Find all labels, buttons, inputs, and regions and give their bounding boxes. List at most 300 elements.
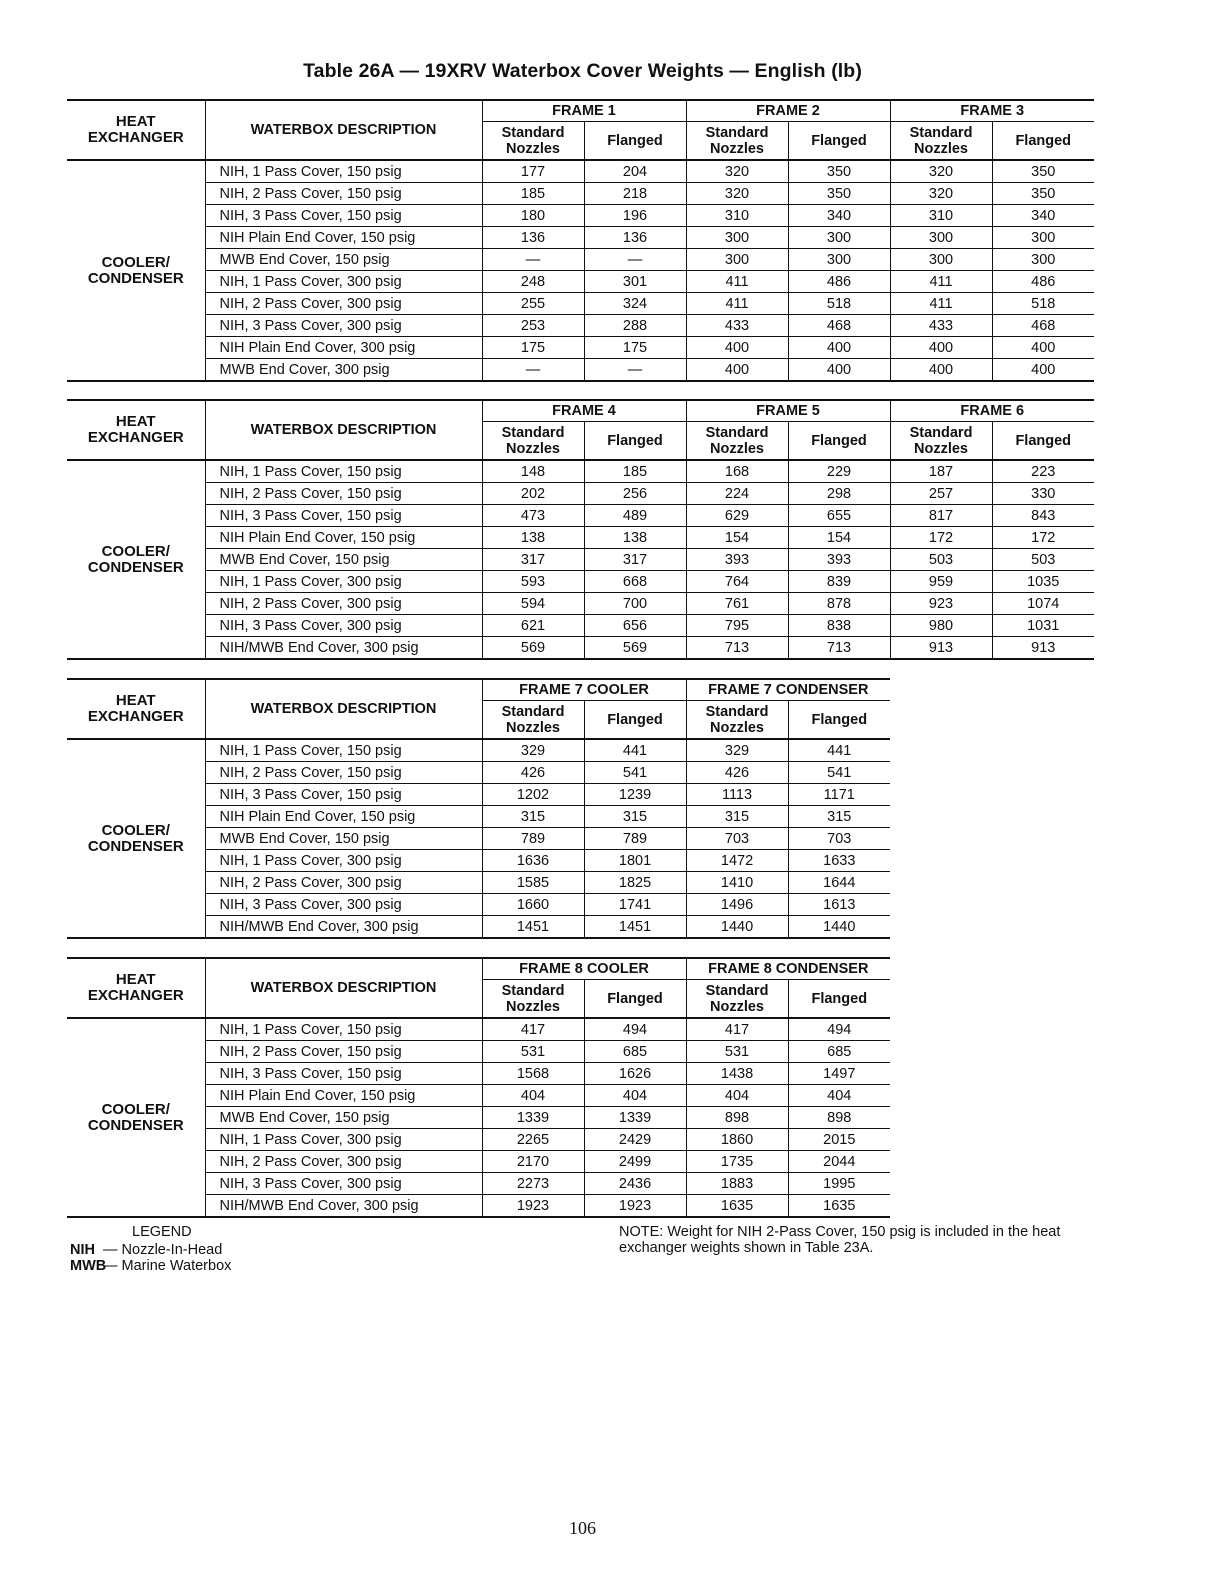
weight-value: 300 — [788, 249, 890, 271]
waterbox-description: NIH, 2 Pass Cover, 300 psig — [205, 872, 482, 894]
weight-value: 288 — [584, 315, 686, 337]
legend-definition: — Nozzle-In-Head — [103, 1242, 223, 1258]
weight-value: 503 — [992, 549, 1094, 571]
weight-value: 315 — [788, 806, 890, 828]
weight-value: 411 — [686, 271, 788, 293]
table-row — [67, 739, 890, 762]
weight-value: 1497 — [788, 1063, 890, 1085]
waterbox-description: NIH, 1 Pass Cover, 300 psig — [205, 271, 482, 293]
weight-value: 426 — [686, 762, 788, 784]
heat-exchanger-cell: COOLER/ CONDENSER — [87, 542, 184, 576]
weight-value: 350 — [992, 160, 1094, 183]
weight-value: 1171 — [788, 784, 890, 806]
waterbox-description: NIH, 3 Pass Cover, 300 psig — [205, 615, 482, 637]
weight-value: 202 — [482, 483, 584, 505]
table-row — [67, 315, 1094, 337]
weight-value: 703 — [788, 828, 890, 850]
weight-value: 764 — [686, 571, 788, 593]
weight-value: 248 — [482, 271, 584, 293]
flanged-header: Flanged — [584, 422, 686, 461]
weights-table — [67, 399, 1094, 660]
weight-value: 393 — [788, 549, 890, 571]
table-title: Table 26A — 19XRV Waterbox Cover Weights — English (lb) — [303, 60, 862, 82]
frame-header: FRAME 7 CONDENSER — [686, 679, 890, 701]
weight-value: 340 — [788, 205, 890, 227]
weight-value: 489 — [584, 505, 686, 527]
waterbox-description: NIH, 1 Pass Cover, 300 psig — [205, 571, 482, 593]
weight-value: 468 — [788, 315, 890, 337]
weight-value: 898 — [788, 1107, 890, 1129]
weight-value: 1438 — [686, 1063, 788, 1085]
weight-value: 300 — [992, 227, 1094, 249]
weight-value: 494 — [584, 1018, 686, 1041]
waterbox-description: NIH Plain End Cover, 150 psig — [205, 527, 482, 549]
flanged-header: Flanged — [992, 122, 1094, 161]
waterbox-description: NIH, 2 Pass Cover, 300 psig — [205, 1151, 482, 1173]
standard-nozzles-header: Standard Nozzles — [482, 980, 584, 1019]
waterbox-description: NIH, 2 Pass Cover, 300 psig — [205, 293, 482, 315]
weight-value: 417 — [482, 1018, 584, 1041]
table-row — [67, 205, 1094, 227]
weight-value: — — [584, 249, 686, 271]
weight-value: 404 — [788, 1085, 890, 1107]
waterbox-description: NIH, 3 Pass Cover, 300 psig — [205, 1173, 482, 1195]
weight-value: 878 — [788, 593, 890, 615]
weight-value: 518 — [992, 293, 1094, 315]
table-row — [67, 1018, 890, 1041]
weight-value: 473 — [482, 505, 584, 527]
standard-nozzles-header: Standard Nozzles — [482, 422, 584, 461]
weight-value: 569 — [584, 637, 686, 660]
weight-value: 1825 — [584, 872, 686, 894]
weight-value: 180 — [482, 205, 584, 227]
waterbox-description: NIH, 3 Pass Cover, 300 psig — [205, 894, 482, 916]
waterbox-description: MWB End Cover, 150 psig — [205, 249, 482, 271]
table-row — [67, 337, 1094, 359]
weight-value: 441 — [584, 739, 686, 762]
table-row — [67, 227, 1094, 249]
weight-value: 154 — [788, 527, 890, 549]
weight-value: 204 — [584, 160, 686, 183]
weight-value: 253 — [482, 315, 584, 337]
weight-value: 317 — [584, 549, 686, 571]
weight-value: 486 — [992, 271, 1094, 293]
frame-header: FRAME 4 — [482, 400, 686, 422]
weight-value: 404 — [686, 1085, 788, 1107]
weight-value: 1801 — [584, 850, 686, 872]
flanged-header: Flanged — [584, 980, 686, 1019]
standard-nozzles-header: Standard Nozzles — [686, 701, 788, 740]
weight-value: 223 — [992, 460, 1094, 483]
weight-value: 1860 — [686, 1129, 788, 1151]
frame-header: FRAME 2 — [686, 100, 890, 122]
weight-value: 1339 — [482, 1107, 584, 1129]
weight-value: 898 — [686, 1107, 788, 1129]
flanged-header: Flanged — [992, 422, 1094, 461]
weight-value: 256 — [584, 483, 686, 505]
waterbox-description: NIH, 2 Pass Cover, 150 psig — [205, 183, 482, 205]
heat-exchanger-cell: COOLER/ CONDENSER — [87, 821, 184, 855]
weight-value: 400 — [992, 337, 1094, 359]
legend-item-mwb — [70, 1258, 231, 1274]
table-note: NOTE: Weight for NIH 2-Pass Cover, 150 psig is included in the heat exchanger weights shown in Table 23A. — [619, 1224, 1061, 1256]
weight-value: 2436 — [584, 1173, 686, 1195]
weight-value: 838 — [788, 615, 890, 637]
frame-header: FRAME 6 — [890, 400, 1094, 422]
weight-value: 2265 — [482, 1129, 584, 1151]
waterbox-description-header: WATERBOX DESCRIPTION — [205, 400, 482, 460]
weight-value: 300 — [686, 249, 788, 271]
weight-value: 350 — [788, 160, 890, 183]
weight-value: 913 — [890, 637, 992, 660]
weight-value: 329 — [482, 739, 584, 762]
table-row — [67, 527, 1094, 549]
waterbox-description: NIH, 3 Pass Cover, 150 psig — [205, 205, 482, 227]
weight-value: 959 — [890, 571, 992, 593]
weight-value: 317 — [482, 549, 584, 571]
weight-value: 441 — [788, 739, 890, 762]
weight-value: 1741 — [584, 894, 686, 916]
standard-nozzles-header: Standard Nozzles — [686, 980, 788, 1019]
weight-value: 324 — [584, 293, 686, 315]
weight-value: 433 — [890, 315, 992, 337]
waterbox-description: NIH Plain End Cover, 150 psig — [205, 227, 482, 249]
weight-value: 468 — [992, 315, 1094, 337]
legend-abbr: NIH — [70, 1242, 95, 1258]
heat-exchanger-header: HEAT EXCHANGER — [87, 413, 184, 446]
weight-value: 1923 — [482, 1195, 584, 1218]
weight-value: 417 — [686, 1018, 788, 1041]
weight-value: 175 — [584, 337, 686, 359]
weight-value: 300 — [686, 227, 788, 249]
waterbox-description: MWB End Cover, 150 psig — [205, 828, 482, 850]
weight-value: 426 — [482, 762, 584, 784]
table-row — [67, 359, 1094, 382]
weight-value: 175 — [482, 337, 584, 359]
heat-exchanger-cell: COOLER/ CONDENSER — [87, 253, 184, 287]
weight-value: 320 — [686, 160, 788, 183]
weight-value: 320 — [686, 183, 788, 205]
weight-value: 629 — [686, 505, 788, 527]
weight-value: 1410 — [686, 872, 788, 894]
table-row — [67, 249, 1094, 271]
weight-value: 817 — [890, 505, 992, 527]
weight-value: 1472 — [686, 850, 788, 872]
weight-value: 1883 — [686, 1173, 788, 1195]
weight-value: 703 — [686, 828, 788, 850]
weight-value: 1568 — [482, 1063, 584, 1085]
table-row — [67, 549, 1094, 571]
weight-value: 1031 — [992, 615, 1094, 637]
weight-value: 400 — [788, 359, 890, 382]
waterbox-description: NIH, 3 Pass Cover, 150 psig — [205, 1063, 482, 1085]
weight-value: 531 — [482, 1041, 584, 1063]
weight-value: 196 — [584, 205, 686, 227]
weight-value: 168 — [686, 460, 788, 483]
legend-abbr: MWB — [70, 1258, 107, 1274]
waterbox-description: NIH/MWB End Cover, 300 psig — [205, 637, 482, 660]
frame-header: FRAME 5 — [686, 400, 890, 422]
weight-value: 154 — [686, 527, 788, 549]
weight-value: 655 — [788, 505, 890, 527]
weight-value: 2044 — [788, 1151, 890, 1173]
standard-nozzles-header: Standard Nozzles — [890, 122, 992, 161]
weight-value: 541 — [788, 762, 890, 784]
standard-nozzles-header: Standard Nozzles — [686, 122, 788, 161]
waterbox-description: NIH, 3 Pass Cover, 300 psig — [205, 315, 482, 337]
heat-exchanger-header: HEAT EXCHANGER — [87, 971, 184, 1004]
weight-value: 923 — [890, 593, 992, 615]
weight-value: 1923 — [584, 1195, 686, 1218]
weight-value: 393 — [686, 549, 788, 571]
weight-value: 218 — [584, 183, 686, 205]
waterbox-description: MWB End Cover, 150 psig — [205, 549, 482, 571]
weight-value: 2015 — [788, 1129, 890, 1151]
weight-value: 1440 — [686, 916, 788, 939]
weight-value: 503 — [890, 549, 992, 571]
weight-value: 350 — [788, 183, 890, 205]
weight-value: 300 — [890, 227, 992, 249]
weight-value: 1635 — [686, 1195, 788, 1218]
flanged-header: Flanged — [788, 422, 890, 461]
legend-title: LEGEND — [132, 1224, 192, 1240]
heat-exchanger-cell: COOLER/ CONDENSER — [87, 1100, 184, 1134]
weight-value: 400 — [890, 359, 992, 382]
flanged-header: Flanged — [584, 701, 686, 740]
waterbox-description: NIH, 2 Pass Cover, 150 psig — [205, 1041, 482, 1063]
weight-value: 330 — [992, 483, 1094, 505]
waterbox-description: MWB End Cover, 150 psig — [205, 1107, 482, 1129]
weight-value: 531 — [686, 1041, 788, 1063]
weight-value: 1451 — [482, 916, 584, 939]
weight-value: 913 — [992, 637, 1094, 660]
table-row — [67, 615, 1094, 637]
frame-header: FRAME 8 CONDENSER — [686, 958, 890, 980]
legend-definition: — Marine Waterbox — [103, 1258, 232, 1274]
weight-value: 404 — [584, 1085, 686, 1107]
weight-value: 329 — [686, 739, 788, 762]
table-row — [67, 271, 1094, 293]
standard-nozzles-header: Standard Nozzles — [686, 422, 788, 461]
weight-value: 839 — [788, 571, 890, 593]
heat-exchanger-header: HEAT EXCHANGER — [87, 113, 184, 146]
weight-value: 1113 — [686, 784, 788, 806]
weight-value: 400 — [992, 359, 1094, 382]
table-row — [67, 637, 1094, 660]
weight-value: 310 — [686, 205, 788, 227]
weight-value: 789 — [482, 828, 584, 850]
weights-table — [67, 678, 890, 939]
weight-value: 148 — [482, 460, 584, 483]
weight-value: 411 — [890, 271, 992, 293]
weight-value: 1451 — [584, 916, 686, 939]
waterbox-description: NIH, 3 Pass Cover, 150 psig — [205, 505, 482, 527]
table-row — [67, 183, 1094, 205]
table-row — [67, 293, 1094, 315]
table-row — [67, 160, 1094, 183]
weight-value: 1239 — [584, 784, 686, 806]
page-number: 106 — [569, 1518, 596, 1538]
waterbox-description: NIH, 2 Pass Cover, 150 psig — [205, 762, 482, 784]
weight-value: 713 — [686, 637, 788, 660]
waterbox-description: NIH/MWB End Cover, 300 psig — [205, 1195, 482, 1218]
weight-value: 486 — [788, 271, 890, 293]
weight-value: 569 — [482, 637, 584, 660]
weight-value: 1585 — [482, 872, 584, 894]
weight-value: 400 — [686, 359, 788, 382]
waterbox-description: NIH Plain End Cover, 150 psig — [205, 1085, 482, 1107]
weight-value: 761 — [686, 593, 788, 615]
waterbox-description: NIH, 1 Pass Cover, 150 psig — [205, 739, 482, 762]
waterbox-description: NIH, 3 Pass Cover, 150 psig — [205, 784, 482, 806]
weight-value: 400 — [686, 337, 788, 359]
waterbox-description: NIH, 2 Pass Cover, 150 psig — [205, 483, 482, 505]
weight-value: 136 — [482, 227, 584, 249]
table-row — [67, 460, 1094, 483]
weight-value: 541 — [584, 762, 686, 784]
flanged-header: Flanged — [788, 701, 890, 740]
flanged-header: Flanged — [788, 980, 890, 1019]
waterbox-description: NIH/MWB End Cover, 300 psig — [205, 916, 482, 939]
weight-value: 1660 — [482, 894, 584, 916]
weight-value: 400 — [890, 337, 992, 359]
waterbox-description: NIH, 2 Pass Cover, 300 psig — [205, 593, 482, 615]
weight-value: 300 — [788, 227, 890, 249]
weight-value: 340 — [992, 205, 1094, 227]
weight-value: 1635 — [788, 1195, 890, 1218]
waterbox-description: NIH Plain End Cover, 300 psig — [205, 337, 482, 359]
frame-header: FRAME 3 — [890, 100, 1094, 122]
frame-header: FRAME 1 — [482, 100, 686, 122]
legend — [70, 1224, 231, 1274]
weight-value: 2170 — [482, 1151, 584, 1173]
weight-value: 229 — [788, 460, 890, 483]
weight-value: 700 — [584, 593, 686, 615]
weight-value: 320 — [890, 183, 992, 205]
weight-value: 1074 — [992, 593, 1094, 615]
weight-value: 404 — [482, 1085, 584, 1107]
weight-value: 433 — [686, 315, 788, 337]
waterbox-description: NIH Plain End Cover, 150 psig — [205, 806, 482, 828]
weight-value: 300 — [992, 249, 1094, 271]
weight-value: 400 — [788, 337, 890, 359]
waterbox-description: NIH, 1 Pass Cover, 150 psig — [205, 460, 482, 483]
weight-value: 257 — [890, 483, 992, 505]
weight-value: 621 — [482, 615, 584, 637]
table-row — [67, 593, 1094, 615]
waterbox-description: NIH, 1 Pass Cover, 300 psig — [205, 1129, 482, 1151]
weight-value: 980 — [890, 615, 992, 637]
weight-value: 136 — [584, 227, 686, 249]
weight-value: 1339 — [584, 1107, 686, 1129]
flanged-header: Flanged — [584, 122, 686, 161]
weight-value: 224 — [686, 483, 788, 505]
weight-value: 1644 — [788, 872, 890, 894]
weight-value: — — [584, 359, 686, 382]
waterbox-description: MWB End Cover, 300 psig — [205, 359, 482, 382]
weight-value: 138 — [482, 527, 584, 549]
weight-value: 350 — [992, 183, 1094, 205]
waterbox-description-header: WATERBOX DESCRIPTION — [205, 679, 482, 739]
weight-value: 300 — [890, 249, 992, 271]
weight-value: 172 — [890, 527, 992, 549]
weight-value: 255 — [482, 293, 584, 315]
weight-value: 795 — [686, 615, 788, 637]
weights-table — [67, 957, 890, 1218]
weight-value: 494 — [788, 1018, 890, 1041]
weight-value: 685 — [788, 1041, 890, 1063]
heat-exchanger-header: HEAT EXCHANGER — [87, 692, 184, 725]
weights-table — [67, 99, 1094, 382]
weight-value: 185 — [482, 183, 584, 205]
weight-value: 411 — [890, 293, 992, 315]
table-row — [67, 483, 1094, 505]
weight-value: 593 — [482, 571, 584, 593]
frame-header: FRAME 8 COOLER — [482, 958, 686, 980]
waterbox-description-header: WATERBOX DESCRIPTION — [205, 958, 482, 1018]
weight-value: 320 — [890, 160, 992, 183]
weight-value: 789 — [584, 828, 686, 850]
weight-value: 2273 — [482, 1173, 584, 1195]
weight-value: 1202 — [482, 784, 584, 806]
weight-value: 315 — [584, 806, 686, 828]
waterbox-description: NIH, 1 Pass Cover, 300 psig — [205, 850, 482, 872]
weight-value: 685 — [584, 1041, 686, 1063]
weight-value: 315 — [686, 806, 788, 828]
weight-value: 1035 — [992, 571, 1094, 593]
waterbox-description: NIH, 1 Pass Cover, 150 psig — [205, 160, 482, 183]
weight-value: 1633 — [788, 850, 890, 872]
weight-value: 2499 — [584, 1151, 686, 1173]
weight-value: 172 — [992, 527, 1094, 549]
weight-value: 185 — [584, 460, 686, 483]
table-row — [67, 571, 1094, 593]
weight-value: 1626 — [584, 1063, 686, 1085]
weight-value: 656 — [584, 615, 686, 637]
weight-value: 1613 — [788, 894, 890, 916]
weight-value: 310 — [890, 205, 992, 227]
weight-value: 298 — [788, 483, 890, 505]
weight-value: 1636 — [482, 850, 584, 872]
weight-value: 138 — [584, 527, 686, 549]
flanged-header: Flanged — [788, 122, 890, 161]
weight-value: 518 — [788, 293, 890, 315]
standard-nozzles-header: Standard Nozzles — [890, 422, 992, 461]
weight-value: — — [482, 249, 584, 271]
weight-value: 1496 — [686, 894, 788, 916]
waterbox-description-header: WATERBOX DESCRIPTION — [205, 100, 482, 160]
weight-value: 411 — [686, 293, 788, 315]
weight-value: 187 — [890, 460, 992, 483]
weight-value: 301 — [584, 271, 686, 293]
legend-item-nih — [70, 1242, 231, 1258]
waterbox-description: NIH, 1 Pass Cover, 150 psig — [205, 1018, 482, 1041]
standard-nozzles-header: Standard Nozzles — [482, 122, 584, 161]
weight-value: 2429 — [584, 1129, 686, 1151]
weight-value: 315 — [482, 806, 584, 828]
standard-nozzles-header: Standard Nozzles — [482, 701, 584, 740]
weight-value: 668 — [584, 571, 686, 593]
weight-value: 1995 — [788, 1173, 890, 1195]
table-row — [67, 505, 1094, 527]
weight-value: 594 — [482, 593, 584, 615]
weight-value: 1440 — [788, 916, 890, 939]
frame-header: FRAME 7 COOLER — [482, 679, 686, 701]
weight-value: 843 — [992, 505, 1094, 527]
weight-value: 713 — [788, 637, 890, 660]
weight-value: 1735 — [686, 1151, 788, 1173]
weight-value: — — [482, 359, 584, 382]
